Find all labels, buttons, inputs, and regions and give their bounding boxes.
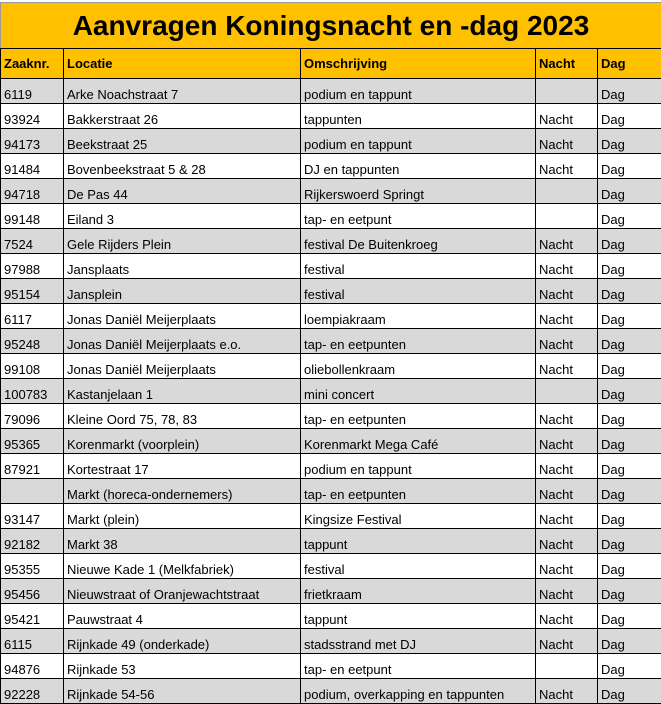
- cell-zaaknr[interactable]: [1, 479, 64, 504]
- cell-dag[interactable]: Dag: [598, 554, 661, 579]
- table-row: [1, 179, 661, 204]
- cell-dag[interactable]: Dag: [598, 254, 661, 279]
- table-row: [1, 604, 661, 629]
- cell-locatie[interactable]: De Pas 44: [64, 179, 301, 204]
- cell-locatie[interactable]: Rijnkade 53: [64, 654, 301, 679]
- header-row: [1, 49, 661, 79]
- cell-zaaknr[interactable]: 6117: [1, 304, 64, 329]
- cell-nacht[interactable]: [536, 179, 598, 204]
- cell-omschrijving[interactable]: podium en tappunt: [301, 79, 536, 104]
- header-dag[interactable]: Dag: [598, 49, 661, 79]
- cell-zaaknr[interactable]: 95456: [1, 579, 64, 604]
- header-omschrijving[interactable]: Omschrijving: [301, 49, 536, 79]
- cell-dag[interactable]: Dag: [598, 304, 661, 329]
- cell-dag[interactable]: Dag: [598, 79, 661, 104]
- cell-zaaknr[interactable]: 92182: [1, 529, 64, 554]
- table-row: [1, 479, 661, 504]
- cell-nacht[interactable]: Nacht: [536, 354, 598, 379]
- cell-locatie[interactable]: Jonas Daniël Meijerplaats e.o.: [64, 329, 301, 354]
- cell-omschrijving[interactable]: frietkraam: [301, 579, 536, 604]
- cell-dag[interactable]: Dag: [598, 379, 661, 404]
- cell-locatie[interactable]: Nieuwe Kade 1 (Melkfabriek): [64, 554, 301, 579]
- table-row: [1, 404, 661, 429]
- cell-dag[interactable]: Dag: [598, 279, 661, 304]
- cell-locatie[interactable]: Beekstraat 25: [64, 129, 301, 154]
- table-row: [1, 529, 661, 554]
- cell-dag[interactable]: Dag: [598, 404, 661, 429]
- table-row: [1, 354, 661, 379]
- cell-locatie[interactable]: Kastanjelaan 1: [64, 379, 301, 404]
- cell-nacht[interactable]: [536, 654, 598, 679]
- cell-omschrijving[interactable]: tap- en eetpunt: [301, 654, 536, 679]
- table-row: [1, 229, 661, 254]
- cell-locatie[interactable]: Rijnkade 54-56: [64, 679, 301, 704]
- cell-omschrijving[interactable]: podium en tappunt: [301, 454, 536, 479]
- table-row: [1, 429, 661, 454]
- cell-dag[interactable]: Dag: [598, 229, 661, 254]
- cell-zaaknr[interactable]: 100783: [1, 379, 64, 404]
- cell-dag[interactable]: Dag: [598, 354, 661, 379]
- cell-zaaknr[interactable]: 93924: [1, 104, 64, 129]
- cell-zaaknr[interactable]: 79096: [1, 404, 64, 429]
- cell-nacht[interactable]: [536, 204, 598, 229]
- table-row: [1, 679, 661, 704]
- header-locatie[interactable]: Locatie: [64, 49, 301, 79]
- cell-zaaknr[interactable]: 93147: [1, 504, 64, 529]
- cell-nacht[interactable]: Nacht: [536, 229, 598, 254]
- cell-locatie[interactable]: Jansplein: [64, 279, 301, 304]
- cell-nacht[interactable]: Nacht: [536, 554, 598, 579]
- cell-zaaknr[interactable]: 94876: [1, 654, 64, 679]
- cell-omschrijving[interactable]: stadsstrand met DJ: [301, 629, 536, 654]
- cell-dag[interactable]: Dag: [598, 579, 661, 604]
- cell-locatie[interactable]: Arke Noachstraat 7: [64, 79, 301, 104]
- cell-locatie[interactable]: Markt 38: [64, 529, 301, 554]
- cell-nacht[interactable]: Nacht: [536, 254, 598, 279]
- cell-nacht[interactable]: Nacht: [536, 604, 598, 629]
- cell-locatie[interactable]: Jonas Daniël Meijerplaats: [64, 304, 301, 329]
- header-zaaknr[interactable]: Zaaknr.: [1, 49, 64, 79]
- cell-nacht[interactable]: Nacht: [536, 154, 598, 179]
- table-row: [1, 379, 661, 404]
- table-row: [1, 329, 661, 354]
- cell-dag[interactable]: Dag: [598, 204, 661, 229]
- cell-locatie[interactable]: Nieuwstraat of Oranjewachtstraat: [64, 579, 301, 604]
- table-row: [1, 554, 661, 579]
- cell-locatie[interactable]: Bovenbeekstraat 5 & 28: [64, 154, 301, 179]
- cell-omschrijving[interactable]: festival: [301, 279, 536, 304]
- cell-zaaknr[interactable]: 95421: [1, 604, 64, 629]
- cell-locatie[interactable]: Eiland 3: [64, 204, 301, 229]
- cell-zaaknr[interactable]: 95355: [1, 554, 64, 579]
- cell-zaaknr[interactable]: 95365: [1, 429, 64, 454]
- cell-nacht[interactable]: Nacht: [536, 279, 598, 304]
- cell-nacht[interactable]: [536, 79, 598, 104]
- table-row: [1, 154, 661, 179]
- cell-zaaknr[interactable]: 94718: [1, 179, 64, 204]
- cell-nacht[interactable]: Nacht: [536, 579, 598, 604]
- cell-omschrijving[interactable]: mini concert: [301, 379, 536, 404]
- cell-omschrijving[interactable]: DJ en tappunten: [301, 154, 536, 179]
- cell-locatie[interactable]: Markt (horeca-ondernemers): [64, 479, 301, 504]
- table-row: [1, 304, 661, 329]
- cell-dag[interactable]: Dag: [598, 154, 661, 179]
- cell-omschrijving[interactable]: tappunt: [301, 529, 536, 554]
- cell-dag[interactable]: Dag: [598, 329, 661, 354]
- cell-omschrijving[interactable]: Korenmarkt Mega Café: [301, 429, 536, 454]
- cell-omschrijving[interactable]: tappunt: [301, 604, 536, 629]
- cell-dag[interactable]: Dag: [598, 679, 661, 704]
- cell-locatie[interactable]: Jansplaats: [64, 254, 301, 279]
- cell-dag[interactable]: Dag: [598, 504, 661, 529]
- cell-omschrijving[interactable]: loempiakraam: [301, 304, 536, 329]
- cell-locatie[interactable]: Korenmarkt (voorplein): [64, 429, 301, 454]
- cell-zaaknr[interactable]: 94173: [1, 129, 64, 154]
- table-row: [1, 454, 661, 479]
- cell-nacht[interactable]: Nacht: [536, 104, 598, 129]
- cell-nacht[interactable]: Nacht: [536, 529, 598, 554]
- cell-locatie[interactable]: Kleine Oord 75, 78, 83: [64, 404, 301, 429]
- cell-omschrijving[interactable]: Kingsize Festival: [301, 504, 536, 529]
- cell-dag[interactable]: Dag: [598, 479, 661, 504]
- cell-locatie[interactable]: Kortestraat 17: [64, 454, 301, 479]
- cell-omschrijving[interactable]: podium, overkapping en tappunten: [301, 679, 536, 704]
- cell-nacht[interactable]: Nacht: [536, 404, 598, 429]
- cell-omschrijving[interactable]: Rijkerswoerd Springt: [301, 179, 536, 204]
- cell-locatie[interactable]: Jonas Daniël Meijerplaats: [64, 354, 301, 379]
- table-row: [1, 129, 661, 154]
- table-row: [1, 79, 661, 104]
- cell-zaaknr[interactable]: 6119: [1, 79, 64, 104]
- cell-omschrijving[interactable]: tap- en eetpunten: [301, 329, 536, 354]
- cell-zaaknr[interactable]: 87921: [1, 454, 64, 479]
- cell-zaaknr[interactable]: 91484: [1, 154, 64, 179]
- cell-locatie[interactable]: Pauwstraat 4: [64, 604, 301, 629]
- cell-omschrijving[interactable]: oliebollenkraam: [301, 354, 536, 379]
- table-row: [1, 504, 661, 529]
- cell-omschrijving[interactable]: festival De Buitenkroeg: [301, 229, 536, 254]
- cell-zaaknr[interactable]: 92228: [1, 679, 64, 704]
- cell-zaaknr[interactable]: 99108: [1, 354, 64, 379]
- cell-dag[interactable]: Dag: [598, 454, 661, 479]
- cell-omschrijving[interactable]: festival: [301, 554, 536, 579]
- cell-omschrijving[interactable]: tap- en eetpunt: [301, 204, 536, 229]
- cell-nacht[interactable]: Nacht: [536, 479, 598, 504]
- sheet-title: Aanvragen Koningsnacht en -dag 2023: [0, 3, 661, 48]
- cell-nacht[interactable]: Nacht: [536, 454, 598, 479]
- table-row: [1, 654, 661, 679]
- cell-dag[interactable]: Dag: [598, 129, 661, 154]
- cell-nacht[interactable]: [536, 379, 598, 404]
- cell-nacht[interactable]: Nacht: [536, 429, 598, 454]
- table-row: [1, 579, 661, 604]
- cell-nacht[interactable]: Nacht: [536, 504, 598, 529]
- cell-dag[interactable]: Dag: [598, 179, 661, 204]
- requests-table: [0, 48, 661, 704]
- table-row: [1, 279, 661, 304]
- cell-nacht[interactable]: Nacht: [536, 304, 598, 329]
- cell-omschrijving[interactable]: tap- en eetpunten: [301, 479, 536, 504]
- cell-omschrijving[interactable]: tap- en eetpunten: [301, 404, 536, 429]
- cell-dag[interactable]: Dag: [598, 629, 661, 654]
- cell-nacht[interactable]: Nacht: [536, 329, 598, 354]
- table-row: [1, 104, 661, 129]
- cell-zaaknr[interactable]: 7524: [1, 229, 64, 254]
- table-row: [1, 204, 661, 229]
- cell-dag[interactable]: Dag: [598, 604, 661, 629]
- cell-nacht[interactable]: Nacht: [536, 629, 598, 654]
- cell-nacht[interactable]: Nacht: [536, 129, 598, 154]
- cell-zaaknr[interactable]: 99148: [1, 204, 64, 229]
- table-row: [1, 254, 661, 279]
- table-row: [1, 629, 661, 654]
- cell-omschrijving[interactable]: festival: [301, 254, 536, 279]
- cell-omschrijving[interactable]: tappunten: [301, 104, 536, 129]
- cell-zaaknr[interactable]: 95248: [1, 329, 64, 354]
- cell-locatie[interactable]: Rijnkade 49 (onderkade): [64, 629, 301, 654]
- cell-zaaknr[interactable]: 97988: [1, 254, 64, 279]
- cell-dag[interactable]: Dag: [598, 429, 661, 454]
- cell-dag[interactable]: Dag: [598, 104, 661, 129]
- cell-locatie[interactable]: Markt (plein): [64, 504, 301, 529]
- cell-locatie[interactable]: Bakkerstraat 26: [64, 104, 301, 129]
- cell-omschrijving[interactable]: podium en tappunt: [301, 129, 536, 154]
- cell-zaaknr[interactable]: 6115: [1, 629, 64, 654]
- cell-dag[interactable]: Dag: [598, 654, 661, 679]
- cell-zaaknr[interactable]: 95154: [1, 279, 64, 304]
- cell-dag[interactable]: Dag: [598, 529, 661, 554]
- cell-locatie[interactable]: Gele Rijders Plein: [64, 229, 301, 254]
- header-nacht[interactable]: Nacht: [536, 49, 598, 79]
- cell-nacht[interactable]: Nacht: [536, 679, 598, 704]
